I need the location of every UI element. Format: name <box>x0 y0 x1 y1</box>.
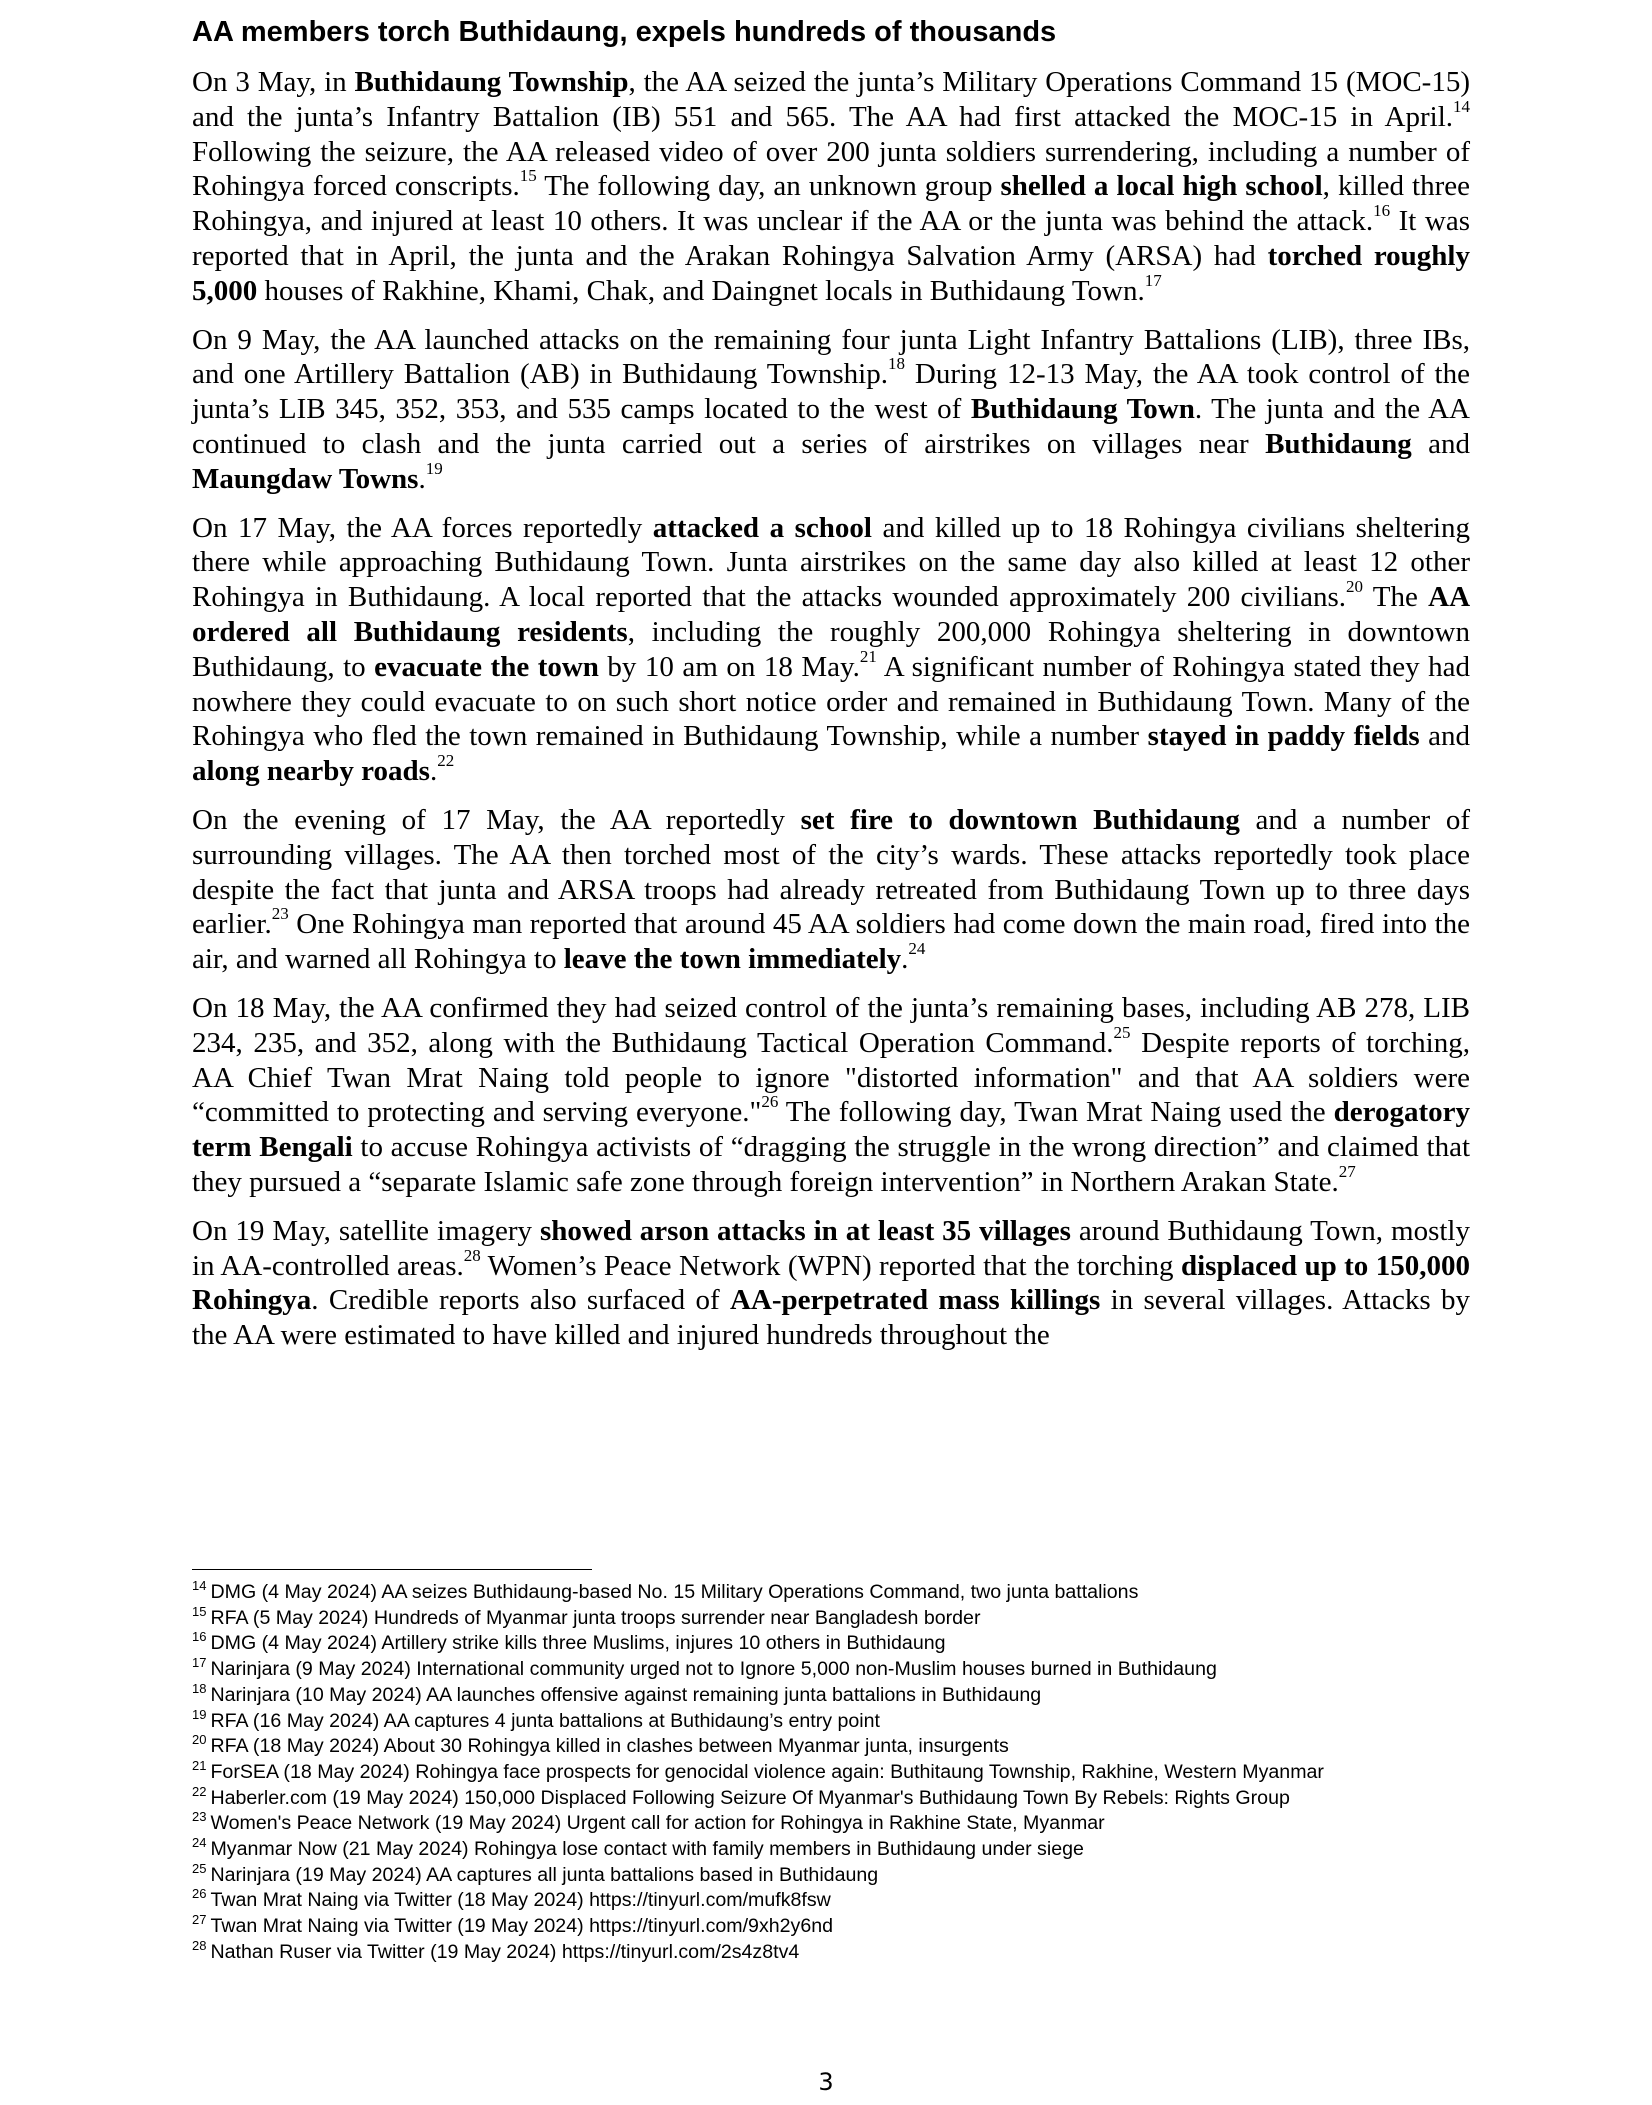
footnote-reference: 14 <box>1453 96 1470 116</box>
footnote-number: 25 <box>192 1860 207 1876</box>
paragraph-text: and <box>1419 720 1470 753</box>
emphasized-text: set fire to downtown Buthidaung <box>800 803 1240 836</box>
paragraph-text: houses of Rakhine, Khami, Chak, and Daingnet locals in Buthidaung Town. <box>257 274 1145 307</box>
footnote-text: Twan Mrat Naing via Twitter (19 May 2024) https://tinyurl.com/9xh2y6nd <box>210 1915 834 1938</box>
footnote-number: 24 <box>192 1835 207 1851</box>
paragraph-text: One Rohingya man reported that around 45 AA soldiers had come down the main road, fired into the air, and warned all Rohingya to <box>192 908 1470 976</box>
footnote-number: 21 <box>192 1757 207 1773</box>
paragraph-text: The following day, Twan Mrat Naing used the <box>778 1096 1334 1129</box>
paragraph-text: It was reported that in April, the junta and the Arakan Rohingya Salvation Army (ARSA) had <box>192 205 1470 272</box>
footnote-text: RFA (16 May 2024) AA captures 4 junta battalions at Buthidaung’s entry point <box>210 1709 880 1732</box>
footnote-reference: 22 <box>437 751 455 771</box>
footnote <box>192 1603 1470 1632</box>
footnote-reference: 23 <box>271 904 289 924</box>
footnote-reference: 24 <box>908 939 926 959</box>
footnote <box>192 1811 1470 1837</box>
emphasized-text: along nearby roads <box>192 755 430 788</box>
paragraph-text: The following day, an unknown group <box>536 170 1001 203</box>
footnote-reference: 25 <box>1113 1022 1131 1042</box>
body-paragraph <box>192 323 1470 497</box>
footnote-text: DMG (4 May 2024) Artillery strike kills three Muslims, injures 10 others in Buthidaung <box>210 1632 946 1655</box>
footnote-reference: 21 <box>859 646 877 666</box>
footnote-reference: 17 <box>1144 270 1162 290</box>
paragraph-text: . Credible reports also surfaced of <box>311 1284 730 1317</box>
footnote-text: RFA (18 May 2024) About 30 Rohingya killed in clashes between Myanmar junta, insurgents <box>210 1735 1009 1758</box>
paragraph-text: and <box>1411 427 1470 460</box>
footnote-number: 28 <box>192 1937 207 1953</box>
paragraph-text: Following the seizure, the AA released video of over 200 junta soldiers surrendering, including a number of Rohingya forced conscripts. <box>192 135 1470 203</box>
emphasized-text: Buthidaung Township <box>354 66 629 98</box>
footnote-number: 22 <box>192 1783 207 1799</box>
footnotes <box>192 1580 1470 1966</box>
footnote-text: Twan Mrat Naing via Twitter (18 May 2024) https://tinyurl.com/mufk8fsw <box>210 1889 831 1912</box>
footnote-number: 23 <box>192 1809 207 1825</box>
footnote-text: RFA (5 May 2024) Hundreds of Myanmar junta troops surrender near Bangladesh border <box>210 1606 981 1629</box>
footnote <box>192 1706 1470 1735</box>
paragraph-text: A significant number of Rohingya stated they had nowhere they could evacuate to on such short notice order and remained in Buthidaung Town. Many of the Rohingya who fled the town remained in Buthidaung Township, while a number <box>192 650 1470 753</box>
footnote-number: 14 <box>192 1578 207 1593</box>
footnote-text: Narinjara (10 May 2024) AA launches offensive against remaining junta battalions in Buthidaung <box>210 1683 1042 1706</box>
body-paragraph <box>192 1214 1470 1353</box>
emphasized-text: Buthidaung <box>1265 427 1412 460</box>
footnote-text: Women's Peace Network (19 May 2024) Urgent call for action for Rohingya in Rakhine State, Myanmar <box>210 1812 1105 1835</box>
emphasized-text: shelled a local high school <box>1000 170 1323 203</box>
footnote <box>192 1580 1470 1606</box>
paragraph-text: . <box>429 755 438 788</box>
emphasized-text: leave the town immediately <box>563 943 902 976</box>
footnote-text: Nathan Ruser via Twitter (19 May 2024) https://tinyurl.com/2s4z8tv4 <box>210 1940 800 1963</box>
paragraph-text: , killed three Rohingya, and injured at least 10 others. It was unclear if the AA or the junta was behind the attack. <box>192 170 1470 238</box>
footnote <box>192 1631 1470 1657</box>
footnote-text: Narinjara (19 May 2024) AA captures all junta battalions based in Buthidaung <box>210 1863 879 1886</box>
footnote <box>192 1734 1470 1760</box>
paragraph-text: On 9 May, the AA launched attacks on the remaining four junta Light Infantry Battalions (LIB), three IBs, and one Artillery Battalion (AB) in Buthidaung Township. <box>192 323 1470 391</box>
footnote-reference: 26 <box>761 1092 779 1112</box>
footnote <box>192 1680 1470 1709</box>
page-number: 3 <box>818 2068 834 2096</box>
footnote-reference: 18 <box>887 354 905 374</box>
paragraph-text: On 19 May, satellite imagery <box>192 1214 540 1247</box>
footnote-reference: 20 <box>1346 577 1364 597</box>
footnote <box>192 1837 1470 1863</box>
body-paragraph <box>192 803 1470 977</box>
page-title: AA members torch Buthidaung, expels hundreds of thousands <box>192 16 1057 48</box>
footnote <box>192 1914 1470 1940</box>
footnote-text: Myanmar Now (21 May 2024) Rohingya lose contact with family members in Buthidaung under siege <box>210 1838 1084 1861</box>
footnote-separator <box>192 1569 592 1570</box>
footnote-reference: 15 <box>519 166 537 186</box>
footnote-number: 19 <box>192 1706 207 1722</box>
emphasized-text: stayed in paddy fields <box>1147 720 1420 753</box>
paragraph-text: . <box>418 462 426 495</box>
footnote <box>192 1888 1470 1914</box>
emphasized-text: torched roughly 5,000 <box>192 239 1470 307</box>
footnote-number: 16 <box>192 1629 207 1645</box>
footnote-text: ForSEA (18 May 2024) Rohingya face prospects for genocidal violence again: Buthitaung Township, Rakhine, Western Myanmar <box>210 1760 1324 1783</box>
footnote-text: Haberler.com (19 May 2024) 150,000 Displaced Following Seizure Of Myanmar's Buthidaung Town By Rebels: Rights Group <box>210 1786 1290 1809</box>
footnote-reference: 16 <box>1373 201 1391 221</box>
body-paragraph <box>192 65 1470 309</box>
emphasized-text: evacuate the town <box>374 650 599 683</box>
footnote-number: 18 <box>192 1680 207 1696</box>
body-paragraph <box>192 991 1470 1200</box>
footnote-number: 26 <box>192 1886 207 1902</box>
footnote-reference: 27 <box>1338 1161 1356 1181</box>
paragraph-text: and a number of surrounding villages. The AA then torched most of the city’s wards. These attacks reportedly took place despite the fact that junta and ARSA troops had already retreated from Buthidaung Town up to three days earlier. <box>192 803 1470 941</box>
emphasized-text: AA ordered all Buthidaung residents <box>192 581 1471 648</box>
footnote-reference: 19 <box>425 458 443 478</box>
paragraph-text: On 18 May, the AA confirmed they had seized control of the junta’s remaining bases, including AB 278, LIB 234, 235, and 352, along with the Buthidaung Tactical Operation Command. <box>192 991 1470 1059</box>
footnote-number: 17 <box>192 1655 207 1671</box>
paragraph-text: On 17 May, the AA forces reportedly <box>192 511 653 544</box>
body-paragraph <box>192 511 1470 789</box>
paragraph-text: in several villages. Attacks by the AA were estimated to have killed and injured hundreds throughout the <box>192 1284 1470 1352</box>
footnote-text: DMG (4 May 2024) AA seizes Buthidaung-based No. 15 Military Operations Command, two junta battalions <box>210 1581 1139 1603</box>
paragraph-text: Women’s Peace Network (WPN) reported that the torching <box>480 1249 1181 1282</box>
paragraph-text: by 10 am on 18 May. <box>598 650 860 683</box>
document-page <box>192 0 1470 1367</box>
footnote-number: 20 <box>192 1732 207 1748</box>
footnote <box>192 1783 1470 1812</box>
footnote-number: 15 <box>192 1603 207 1619</box>
footnote-reference: 28 <box>463 1245 481 1265</box>
footnote <box>192 1657 1470 1683</box>
footnote <box>192 1757 1470 1786</box>
paragraph-text: Despite reports of torching, AA Chief Twan Mrat Naing told people to ignore "distorted information" and that AA soldiers were “committed to protecting and serving everyone." <box>192 1026 1470 1129</box>
paragraph-text: . The junta and the AA continued to clash and the junta carried out a series of airstrikes on villages near <box>192 393 1470 460</box>
paragraph-text: On 3 May, in <box>192 66 355 98</box>
emphasized-text: AA-perpetrated mass killings <box>729 1284 1101 1317</box>
emphasized-text: showed arson attacks in at least 35 villages <box>539 1214 1071 1247</box>
footnote <box>192 1860 1470 1889</box>
emphasized-text: Maungdaw Towns <box>192 462 419 495</box>
paragraph-text: . <box>901 943 909 976</box>
paragraph-text: , the AA seized the junta’s Military Operations Command 15 (MOC-15) and the junta’s Infantry Battalion (IB) 551 and 565. The AA had first attacked the MOC-15 in April. <box>192 66 1470 133</box>
paragraph-text: During 12-13 May, the AA took control of the junta’s LIB 345, 352, 353, and 535 camps located to the west of <box>192 358 1470 426</box>
footnote <box>192 1937 1470 1966</box>
paragraph-text: , including the roughly 200,000 Rohingya sheltering in downtown Buthidaung, to <box>192 615 1470 683</box>
paragraph-text: to accuse Rohingya activists of “dragging the struggle in the wrong direction” and claimed that they pursued a “separate Islamic safe zone through foreign intervention” in Northern Arakan State. <box>192 1131 1470 1198</box>
emphasized-text: displaced up to 150,000 Rohingya <box>192 1249 1470 1317</box>
emphasized-text: attacked a school <box>652 511 872 544</box>
paragraph-text: On the evening of 17 May, the AA reportedly <box>192 803 801 836</box>
paragraph-text: The <box>1363 581 1429 614</box>
footnote-text: Narinjara (9 May 2024) International community urged not to Ignore 5,000 non-Muslim houses burned in Buthidaung <box>210 1658 1217 1681</box>
body-text <box>192 65 1470 1353</box>
emphasized-text: derogatory term Bengali <box>192 1096 1470 1164</box>
emphasized-text: Buthidaung Town <box>970 393 1195 426</box>
paragraph-text: around Buthidaung Town, mostly in AA-controlled areas. <box>192 1214 1470 1282</box>
footnote-number: 27 <box>192 1912 207 1928</box>
paragraph-text: and killed up to 18 Rohingya civilians sheltering there while approaching Buthidaung Town. Junta airstrikes on the same day also killed at least 12 other Rohingya in Buthidaung. A local reported that the attacks wounded approximately 200 civilians. <box>192 511 1470 614</box>
